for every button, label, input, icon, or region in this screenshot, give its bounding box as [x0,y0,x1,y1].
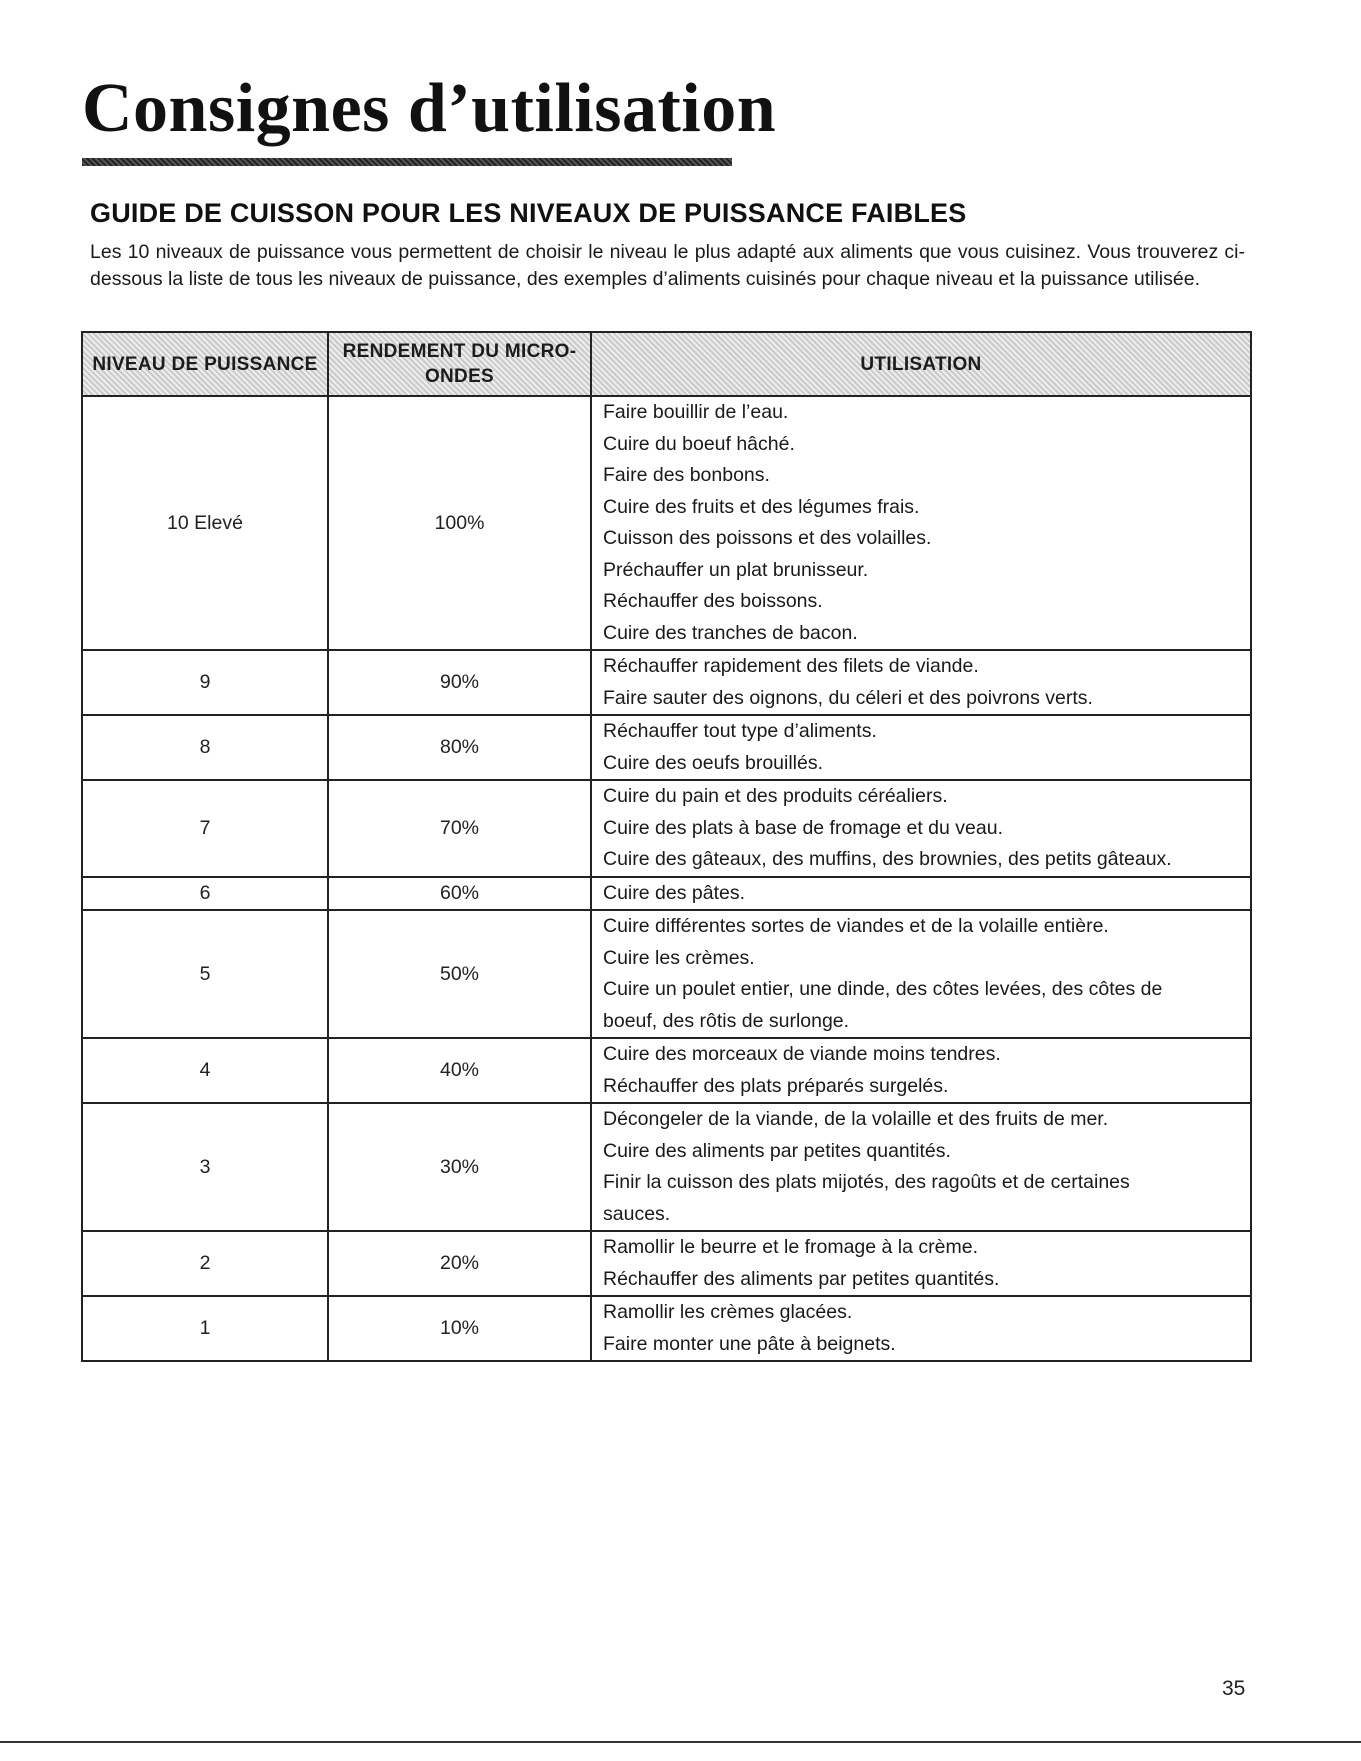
power-level-cell: 2 [82,1231,328,1296]
use-line: Cuire des oeufs brouillés. [603,751,824,774]
use-line: Cuisson des poissons et des volailles. [603,527,932,549]
use-line: Ramollir le beurre et le fromage à la crème. [603,1236,978,1258]
use-cell [591,1231,1251,1296]
microwave-output-cell: 60% [328,877,591,911]
use-line: Réchauffer des plats préparés surgelés. [603,1074,949,1097]
power-level-cell: 7 [82,780,328,877]
microwave-output-cell: 90% [328,650,591,715]
power-level-guide-table [81,331,1252,1362]
use-cell [591,715,1251,780]
table-row [82,1038,1251,1103]
microwave-output-cell: 80% [328,715,591,780]
power-level-cell: 9 [82,650,328,715]
use-line: Réchauffer des boissons. [603,590,823,612]
header-use: UTILISATION [591,332,1251,396]
table-row [82,396,1251,650]
use-line: Cuire des fruits et des légumes frais. [603,495,920,518]
use-line: Faire des bonbons. [603,464,770,486]
use-line: Préchauffer un plat brunisseur. [603,558,869,581]
use-cell [591,1296,1251,1361]
table-row [82,1296,1251,1361]
power-level-cell: 1 [82,1296,328,1361]
use-line: Cuire du pain et des produits céréaliers. [603,785,948,807]
use-line: Cuire des morceaux de viande moins tendres. [603,1043,1001,1065]
use-line: Cuire un poulet entier, une dinde, des côtes levées, des côtes de [603,978,1163,1000]
power-level-cell: 6 [82,877,328,911]
use-line: Réchauffer rapidement des filets de viande. [603,655,979,677]
section-heading: GUIDE DE CUISSON POUR LES NIVEAUX DE PUISSANCE FAIBLES [90,198,967,228]
use-line: Cuire des plats à base de fromage et du veau. [603,816,1003,839]
use-line: Cuire des gâteaux, des muffins, des brownies, des petits gâteaux. [603,848,1172,870]
header-microwave-output: RENDEMENT DU MICRO-ONDES [328,332,591,396]
use-line: Réchauffer tout type d’aliments. [603,720,877,742]
use-line: Faire bouillir de l’eau. [603,401,789,423]
use-cell [591,877,1251,911]
title-underline-rule [82,158,732,166]
power-level-cell: 4 [82,1038,328,1103]
use-cell [591,650,1251,715]
microwave-output-cell: 50% [328,910,591,1038]
use-cell [591,1038,1251,1103]
bottom-rule [0,1741,1361,1743]
use-cell [591,780,1251,877]
header-power-level: NIVEAU DE PUISSANCE [82,332,328,396]
use-line: Cuire les crèmes. [603,946,755,969]
use-line: Cuire des tranches de bacon. [603,621,858,644]
use-line: Réchauffer des aliments par petites quantités. [603,1267,1000,1290]
microwave-output-cell: 100% [328,396,591,650]
use-line: Ramollir les crèmes glacées. [603,1301,853,1323]
table-row [82,780,1251,877]
power-level-cell: 8 [82,715,328,780]
use-line: boeuf, des rôtis de surlonge. [603,1009,850,1032]
power-level-cell: 5 [82,910,328,1038]
page-title: Consignes d’utilisation [82,70,777,147]
use-line: Faire monter une pâte à beignets. [603,1332,896,1355]
power-level-cell: 10 Elevé [82,396,328,650]
table-row [82,715,1251,780]
table-row [82,910,1251,1038]
microwave-output-cell: 10% [328,1296,591,1361]
use-cell [591,396,1251,650]
table-row [82,1231,1251,1296]
use-line: Cuire du boeuf hâché. [603,432,795,455]
use-line: Cuire des pâtes. [603,881,745,904]
table-body [82,396,1251,1361]
use-line: Cuire différentes sortes de viandes et de la volaille entière. [603,915,1109,937]
use-line: Finir la cuisson des plats mijotés, des ragoûts et de certaines [603,1171,1130,1193]
use-line: sauces. [603,1202,671,1225]
table-header-row [82,332,1251,396]
power-level-cell: 3 [82,1103,328,1231]
microwave-output-cell: 30% [328,1103,591,1231]
microwave-output-cell: 40% [328,1038,591,1103]
use-line: Faire sauter des oignons, du céleri et des poivrons verts. [603,686,1093,709]
intro-paragraph: Les 10 niveaux de puissance vous permettent de choisir le niveau le plus adapté aux aliments que vous cuisinez. Vous trouverez ci-dessous la liste de tous les niveaux de puissance, des exemples d’aliments cuisinés pour chaque niveau et la puissance utilisée. [90,241,1245,290]
page-number: 35 [1222,1677,1246,1700]
table-row [82,877,1251,911]
table-row [82,650,1251,715]
table-row [82,1103,1251,1231]
microwave-output-cell: 70% [328,780,591,877]
use-line: Cuire des aliments par petites quantités. [603,1139,951,1162]
microwave-output-cell: 20% [328,1231,591,1296]
use-cell [591,910,1251,1038]
use-cell [591,1103,1251,1231]
use-line: Décongeler de la viande, de la volaille et des fruits de mer. [603,1108,1109,1130]
